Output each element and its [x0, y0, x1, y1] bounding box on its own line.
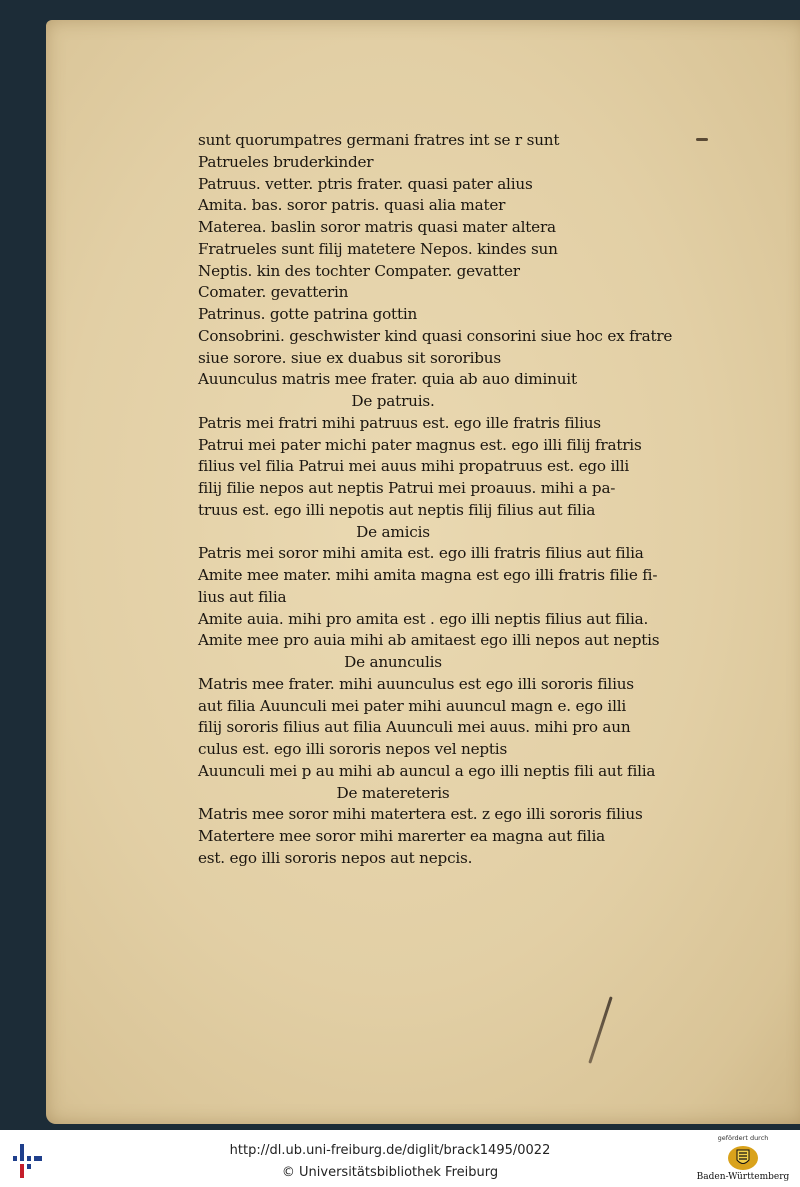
- section-heading: De matereteris: [336, 783, 450, 802]
- text-line: Patruus. vetter. ptris frater. quasi pater alius: [198, 174, 533, 193]
- text-line: filius vel filia Patrui mei auus mihi propatruus est. ego illi: [198, 457, 630, 476]
- text-line: est. ego illi sororis nepos aut nepcis.: [198, 848, 473, 867]
- text-line: Amita. bas. soror patris. quasi alia mater: [198, 196, 506, 215]
- text-line: truus est. ego illi nepotis aut neptis filij filius aut filia: [198, 500, 596, 519]
- viewer-footer: [0, 1130, 800, 1187]
- sponsor-block: [690, 1132, 796, 1186]
- text-line: Amite mee mater. mihi amita magna est ego illi fratris filie fi-: [198, 566, 658, 584]
- text-line: Patrinus. gotte patrina gottin: [198, 305, 418, 323]
- text-line: Matertere mee soror mihi marerter ea magna aut filia: [198, 827, 605, 845]
- page-text: [198, 130, 758, 870]
- text-line: filij filie nepos aut neptis Patrui mei proauus. mihi a pa-: [198, 479, 616, 497]
- text-line: Neptis. kin des tochter Compater. gevatter: [198, 261, 520, 280]
- text-line: filij sororis filius aut filia Auunculi mei auus. mihi pro aun: [198, 718, 631, 737]
- text-line: Amite auia. mihi pro amita est . ego illi neptis filius aut filia.: [198, 609, 649, 628]
- text-line: Patrueles bruderkinder: [198, 152, 374, 171]
- text-line: Auunculus matris mee frater. quia ab auo diminuit: [198, 370, 577, 389]
- text-line: Patrui mei pater michi pater magnus est. ego illi filij fratris: [198, 435, 642, 454]
- sponsor-caption: gefördert durch: [717, 1134, 769, 1142]
- text-line: culus est. ego illi sororis nepos vel neptis: [198, 740, 508, 758]
- text-line: lius aut filia: [198, 587, 287, 606]
- section-heading: De patruis.: [351, 392, 435, 410]
- baden-wuerttemberg-emblem-icon: [723, 1144, 763, 1172]
- permalink-url[interactable]: http://dl.ub.uni-freiburg.de/diglit/brack1495/0022: [229, 1143, 551, 1158]
- text-line: aut filia Auunculi mei pater mihi auuncul magn e. ego illi: [198, 696, 627, 715]
- text-line: Auunculi mei p au mihi ab auncul a ego illi neptis fili aut filia: [198, 761, 656, 780]
- text-line: Amite mee pro auia mihi ab amitaest ego illi nepos aut neptis: [198, 631, 660, 650]
- text-line: Patris mei fratri mihi patruus est. ego ille fratris filius: [198, 413, 601, 432]
- text-line: Matris mee frater. mihi auunculus est ego illi sororis filius: [198, 674, 634, 693]
- copyright-text: © Universitätsbibliothek Freiburg: [281, 1165, 499, 1180]
- section-heading: De amicis: [356, 522, 430, 541]
- text-line: siue sorore. siue ex duabus sit sororibus: [198, 348, 501, 367]
- text-line: Matris mee soror mihi matertera est. z ego illi sororis filius: [198, 805, 643, 824]
- text-line: sunt quorumpatres germani fratres int se r sunt: [198, 131, 560, 149]
- text-line: Materea. baslin soror matris quasi mater altera: [198, 218, 556, 236]
- text-line: Fratrueles sunt filij matetere Nepos. kindes sun: [198, 239, 558, 258]
- text-line: Patris mei soror mihi amita est. ego illi fratris filius aut filia: [198, 544, 644, 563]
- section-heading: De anunculis: [344, 653, 442, 671]
- ink-stroke: [588, 996, 612, 1064]
- sponsor-name: Baden-Württemberg: [696, 1172, 790, 1182]
- text-line: Comater. gevatterin: [198, 283, 349, 302]
- text-line: Consobrini. geschwister kind quasi consorini siue hoc ex fratre: [198, 326, 673, 345]
